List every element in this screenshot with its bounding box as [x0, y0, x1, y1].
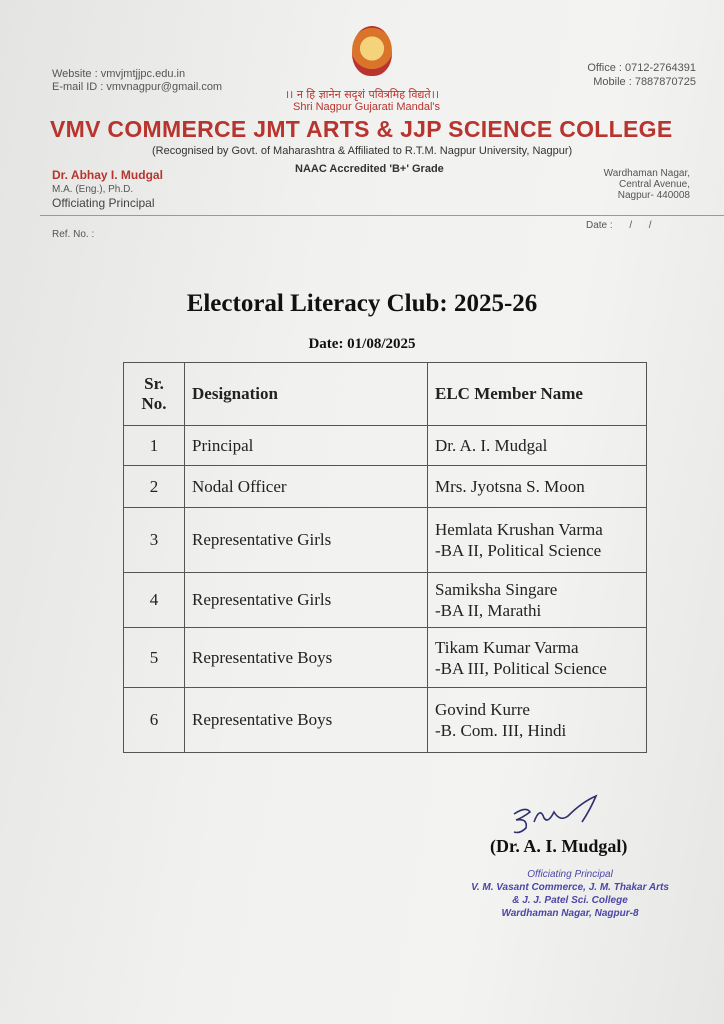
principal-name: Dr. Abhay I. Mudgal [52, 168, 163, 182]
header-designation: Designation [185, 363, 428, 426]
designation: Representative Boys [185, 628, 428, 688]
designation: Principal [185, 426, 428, 466]
name: Dr. A. I. Mudgal [435, 436, 548, 455]
motto: ।। न हि ज्ञानेन सदृशं पवित्रमिह विद्यते।। [285, 88, 440, 101]
principal-qualification: M.A. (Eng.), Ph.D. [52, 184, 134, 195]
stamp-line: & J. J. Patel Sci. College [512, 895, 628, 906]
stamp-line: Officiating Principal [527, 869, 613, 880]
document-date: Date: 01/08/2025 [308, 336, 416, 352]
sr-no: 2 [124, 466, 185, 508]
table-row [124, 426, 647, 466]
elc-members-table [123, 362, 647, 753]
sr-no: 5 [124, 628, 185, 688]
designation: Representative Girls [185, 508, 428, 573]
college-name: VMV COMMERCE JMT ARTS & JJP SCIENCE COLLEGE [50, 116, 673, 142]
mobile: Mobile : 7887870725 [593, 76, 696, 88]
name: Govind Kurre [435, 700, 530, 719]
recognition: (Recognised by Govt. of Maharashtra & Affiliated to R.T.M. Nagpur University, Nagpur) [152, 145, 573, 157]
header-divider [40, 215, 724, 216]
member-name [428, 426, 647, 466]
ref-no: Ref. No. : [52, 229, 95, 240]
table-row [124, 628, 647, 688]
designation: Representative Boys [185, 688, 428, 753]
name: Mrs. Jyotsna S. Moon [435, 477, 585, 496]
address-line: Nagpur- 440008 [617, 190, 690, 201]
signature [512, 792, 602, 837]
table-row [124, 508, 647, 573]
address [604, 168, 690, 201]
designation: Representative Girls [185, 573, 428, 628]
naac-grade: NAAC Accredited 'B+' Grade [295, 163, 444, 175]
stamp-line: Wardhaman Nagar, Nagpur-8 [501, 908, 639, 919]
address-line: Central Avenue, [619, 179, 690, 190]
name: Samiksha Singare [435, 580, 558, 599]
class-detail: -BA II, Political Science [435, 541, 602, 560]
principal-role: Officiating Principal [52, 196, 155, 210]
header-member-name: ELC Member Name [428, 363, 647, 426]
designation: Nodal Officer [185, 466, 428, 508]
table-row [124, 688, 647, 753]
signatory-name: (Dr. A. I. Mudgal) [490, 836, 628, 856]
letter-date: Date : / / [586, 220, 652, 231]
college-logo [352, 26, 392, 76]
office-phone: Office : 0712-2764391 [587, 62, 696, 74]
society: Shri Nagpur Gujarati Mandal's [293, 101, 441, 113]
member-name [428, 688, 647, 753]
document-title: Electoral Literacy Club: 2025-26 [186, 290, 538, 317]
name: Tikam Kumar Varma [435, 637, 579, 657]
name: Hemlata Krushan Varma [435, 520, 603, 539]
sr-no: 6 [124, 688, 185, 753]
website: Website : vmvjmtjjpc.edu.in [52, 68, 186, 80]
stamp-line: V. M. Vasant Commerce, J. M. Thakar Arts [471, 882, 669, 893]
sr-no: 4 [124, 573, 185, 628]
sr-no: 1 [124, 426, 185, 466]
member-name [428, 573, 647, 628]
address-line: Wardhaman Nagar, [603, 168, 690, 179]
table-row [124, 573, 647, 628]
member-name [428, 628, 647, 688]
header-sr-no: Sr. No. [124, 363, 185, 426]
class-detail: -B. Com. III, Hindi [435, 721, 567, 740]
member-name [428, 466, 647, 508]
class-detail: -BA II, Marathi [435, 601, 542, 620]
principal-stamp [460, 868, 680, 920]
sr-no: 3 [124, 508, 185, 573]
table-header-row [124, 363, 647, 426]
member-name [428, 508, 647, 573]
class-detail: -BA III, Political Science [435, 658, 607, 678]
table-row [124, 466, 647, 508]
email: E-mail ID : vmvnagpur@gmail.com [52, 81, 223, 93]
